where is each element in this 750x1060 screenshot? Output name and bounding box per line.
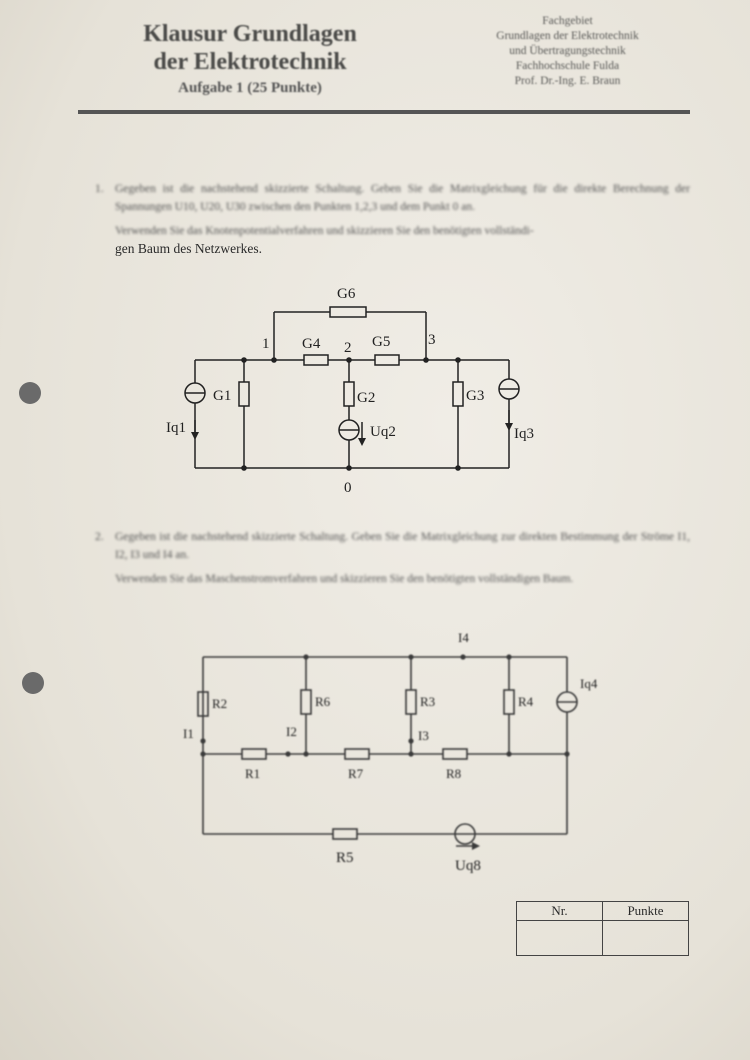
label-i2: I2 [286, 724, 297, 739]
resistor-g6 [330, 307, 366, 317]
department-line: Grundlagen der Elektrotechnik [496, 30, 639, 42]
label-r3: R3 [420, 694, 436, 709]
task-1-instruction-b: gen Baum des Netzwerkes. [115, 241, 262, 256]
label-i1: I1 [183, 726, 194, 741]
department-line: Fachhochschule Fulda [515, 60, 620, 72]
score-table-divider [602, 920, 603, 956]
label-r4: R4 [518, 694, 534, 709]
label-iq1: Iq1 [166, 420, 186, 436]
resistor-r1 [242, 749, 266, 759]
resistor-r6 [301, 690, 311, 714]
task-2-text: Gegeben ist die nachstehend skizzierte Schaltung. Geben Sie die Matrixgleichung zur direkten Bestimmung der Ströme I1, I2, I3 und I4 an. [115, 531, 690, 561]
resistor-g4 [304, 355, 328, 365]
resistor-g5 [375, 355, 399, 365]
task-2-instruction: Verwenden Sie das Maschenstromverfahren und skizzieren Sie den benötigten vollständigen Baum. [115, 573, 574, 585]
label-uq2: Uq2 [370, 424, 396, 440]
label-r2: R2 [212, 696, 228, 711]
label-g3: G3 [466, 388, 485, 404]
label-g6: G6 [337, 286, 356, 302]
resistor-r8 [443, 749, 467, 759]
label-iq4: Iq4 [580, 676, 598, 691]
score-table-header-points: Punkte [627, 903, 664, 918]
label-g1: G1 [213, 388, 232, 404]
title-line-1: Klausur Grundlagen [143, 21, 357, 47]
resistor-g2 [344, 382, 354, 406]
resistor-g1 [239, 382, 249, 406]
circuit-diagram-2 [0, 600, 750, 900]
title-line-2: der Elektrotechnik [153, 49, 347, 75]
task-1-number: 1. [95, 183, 104, 195]
resistor-g3 [453, 382, 463, 406]
resistor-r5 [333, 829, 357, 839]
department-line: Fachgebiet [542, 15, 593, 27]
label-g4: G4 [302, 336, 321, 352]
score-table-header-nr: Nr. [517, 902, 603, 920]
task-2-number: 2. [95, 531, 104, 543]
label-g5: G5 [372, 334, 391, 350]
label-r1: R1 [245, 766, 261, 781]
task-1-text: Gegeben ist die nachstehend skizzierte Schaltung. Geben Sie die Matrixgleichung für die direkte Berechnung der Spannungen U10, U20, U30 zwischen den Punkten 1,2,3 und dem Punkt 0 an. [115, 183, 690, 213]
label-r7: R7 [348, 766, 364, 781]
label-r5: R5 [336, 850, 354, 866]
label-i3: I3 [418, 728, 429, 743]
label-node-3: 3 [428, 332, 436, 348]
resistor-r4 [504, 690, 514, 714]
department-line: und Übertragungstechnik [509, 45, 626, 57]
label-node-0: 0 [344, 480, 352, 496]
score-table [516, 901, 689, 956]
label-node-2: 2 [344, 340, 352, 356]
circuit-diagram-1 [0, 0, 750, 520]
label-iq3: Iq3 [514, 426, 534, 442]
label-i4: I4 [458, 630, 469, 645]
task-1-instruction-a: Verwenden Sie das Knotenpotentialverfahren und skizzieren Sie den benötigten vollständi- [115, 225, 534, 237]
label-g2: G2 [357, 390, 376, 406]
resistor-r7 [345, 749, 369, 759]
resistor-r3 [406, 690, 416, 714]
label-node-1: 1 [262, 336, 270, 352]
task-2 [95, 528, 690, 588]
label-r8: R8 [446, 766, 462, 781]
label-r6: R6 [315, 694, 331, 709]
label-uq8: Uq8 [455, 858, 481, 874]
department-line: Prof. Dr.-Ing. E. Braun [514, 75, 621, 87]
exam-subtitle: Aufgabe 1 (25 Punkte) [178, 80, 322, 96]
